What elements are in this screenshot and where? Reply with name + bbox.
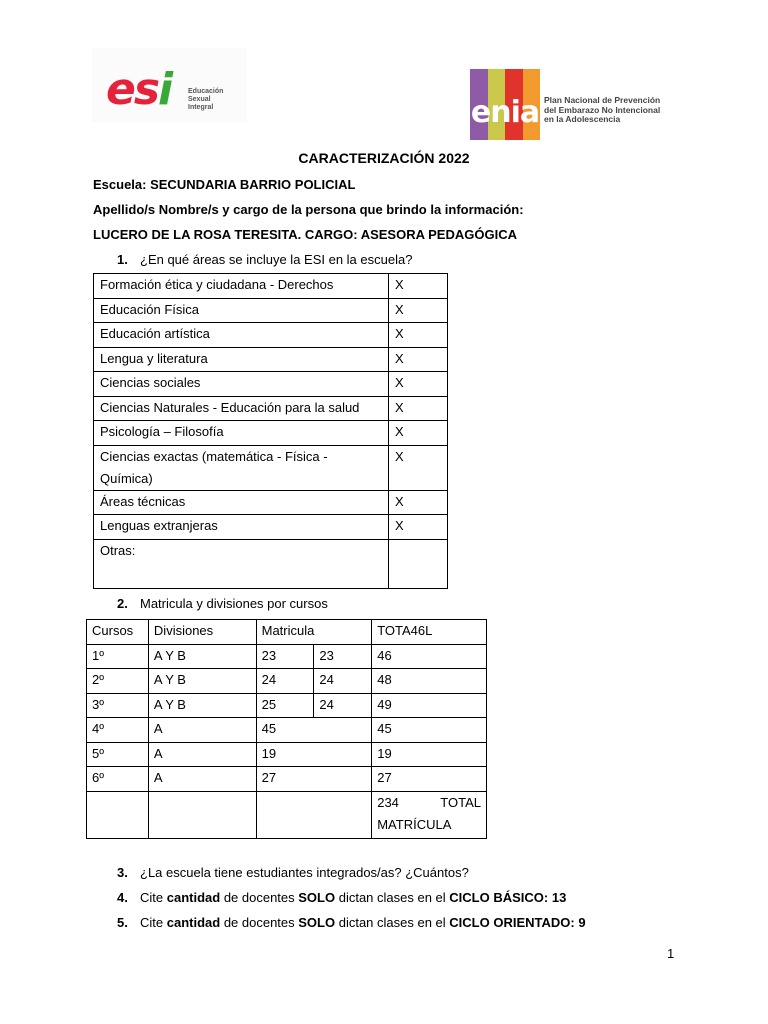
curso-cell: 3º <box>87 693 149 718</box>
table-header-row <box>87 620 487 645</box>
matricula-cell: 24 <box>314 669 372 694</box>
mark-cell: X <box>389 445 448 490</box>
total-cell: 46 <box>372 644 487 669</box>
curso-cell: 6º <box>87 767 149 792</box>
matricula-cell: 25 <box>256 693 314 718</box>
matricula-cell: 24 <box>314 693 372 718</box>
esi-logo-subtitle: Educación Sexual Integral <box>188 88 224 111</box>
area-cell: Lengua y literatura <box>94 347 389 372</box>
table-row <box>94 421 448 446</box>
curso-cell: 4º <box>87 718 149 743</box>
empty-cell <box>87 791 149 838</box>
enrollment-table <box>86 619 487 839</box>
other-label-cell: Otras: <box>94 539 389 588</box>
area-cell: Áreas técnicas <box>94 490 389 515</box>
table-row <box>94 323 448 348</box>
division-cell: A Y B <box>148 669 256 694</box>
total-cell: 45 <box>372 718 487 743</box>
table-row <box>87 742 487 767</box>
header-matricula: Matricula <box>256 620 372 645</box>
area-cell: Psicología – Filosofía <box>94 421 389 446</box>
total-cell: 19 <box>372 742 487 767</box>
table-row-total <box>87 791 487 838</box>
division-cell: A Y B <box>148 644 256 669</box>
enia-logo <box>470 69 540 140</box>
informant-label: Apellido/s Nombre/s y cargo de la persona que brindo la información: <box>93 202 524 217</box>
table-row <box>94 372 448 397</box>
page-number: 1 <box>667 946 675 961</box>
table-row <box>94 298 448 323</box>
mark-cell: X <box>389 396 448 421</box>
table-row <box>94 515 448 540</box>
division-cell: A <box>148 767 256 792</box>
matricula-cell: 27 <box>256 767 372 792</box>
matricula-cell: 24 <box>256 669 314 694</box>
question-4-text: Cite cantidad de docentes SOLO dictan clases en el CICLO BÁSICO: 13 <box>140 890 567 905</box>
area-cell: Lenguas extranjeras <box>94 515 389 540</box>
document-title: CARACTERIZACIÓN 2022 <box>298 150 470 166</box>
enia-logo-text: Plan Nacional de Prevención del Embarazo No Intencional en la Adolescencia <box>544 95 661 124</box>
header-cursos: Cursos <box>87 620 149 645</box>
esi-logo <box>92 48 247 122</box>
table-row <box>94 445 448 490</box>
question-3-text: ¿La escuela tiene estudiantes integrados/as? ¿Cuántos? <box>140 865 469 880</box>
grand-total-value: 234 <box>377 794 399 810</box>
division-cell: A <box>148 718 256 743</box>
question-2-number: 2. <box>117 596 128 611</box>
curso-cell: 1º <box>87 644 149 669</box>
table-row <box>87 669 487 694</box>
area-cell: Educación artística <box>94 323 389 348</box>
area-cell: Ciencias exactas (matemática - Física - Química) <box>94 445 389 490</box>
question-4-number: 4. <box>117 890 128 905</box>
question-1-text: ¿En qué áreas se incluye la ESI en la escuela? <box>140 252 413 267</box>
matricula-cell: 23 <box>314 644 372 669</box>
area-cell: Ciencias sociales <box>94 372 389 397</box>
informant-value: LUCERO DE LA ROSA TERESITA. CARGO: ASESORA PEDAGÓGICA <box>93 227 517 242</box>
total-cell: 27 <box>372 767 487 792</box>
enia-logo-word: enia <box>470 95 540 130</box>
question-5-number: 5. <box>117 915 128 930</box>
table-row <box>87 718 487 743</box>
esi-areas-table <box>93 273 448 589</box>
area-cell: Formación ética y ciudadana - Derechos <box>94 274 389 299</box>
table-row <box>94 274 448 299</box>
empty-cell <box>148 791 256 838</box>
curso-cell: 2º <box>87 669 149 694</box>
total-cell: 48 <box>372 669 487 694</box>
mark-cell: X <box>389 323 448 348</box>
matricula-cell: 45 <box>256 718 372 743</box>
division-cell: A Y B <box>148 693 256 718</box>
total-cell: 49 <box>372 693 487 718</box>
table-row <box>87 767 487 792</box>
grand-total-cell <box>372 791 487 838</box>
empty-cell <box>256 791 372 838</box>
curso-cell: 5º <box>87 742 149 767</box>
mark-cell: X <box>389 421 448 446</box>
mark-cell <box>389 539 448 588</box>
question-5-text: Cite cantidad de docentes SOLO dictan clases en el CICLO ORIENTADO: 9 <box>140 915 586 930</box>
question-2-text: Matricula y divisiones por cursos <box>140 596 328 611</box>
area-cell: Ciencias Naturales - Educación para la salud <box>94 396 389 421</box>
mark-cell: X <box>389 347 448 372</box>
table-row <box>87 693 487 718</box>
header-divisiones: Divisiones <box>148 620 256 645</box>
mark-cell: X <box>389 274 448 299</box>
mark-cell: X <box>389 515 448 540</box>
grand-total-label-2: MATRÍCULA <box>377 816 452 832</box>
table-row <box>94 347 448 372</box>
matricula-cell: 19 <box>256 742 372 767</box>
table-row <box>87 644 487 669</box>
mark-cell: X <box>389 372 448 397</box>
matricula-cell: 23 <box>256 644 314 669</box>
school-line: Escuela: SECUNDARIA BARRIO POLICIAL <box>93 177 356 192</box>
division-cell: A <box>148 742 256 767</box>
table-row <box>94 396 448 421</box>
grand-total-label: TOTAL <box>440 794 481 810</box>
mark-cell: X <box>389 490 448 515</box>
table-row <box>94 490 448 515</box>
question-3-number: 3. <box>117 865 128 880</box>
mark-cell: X <box>389 298 448 323</box>
table-row-otras <box>94 539 448 588</box>
header-total: TOTA46L <box>372 620 487 645</box>
question-1-number: 1. <box>117 252 128 267</box>
area-cell: Educación Física <box>94 298 389 323</box>
esi-logo-word: esi <box>106 64 172 115</box>
